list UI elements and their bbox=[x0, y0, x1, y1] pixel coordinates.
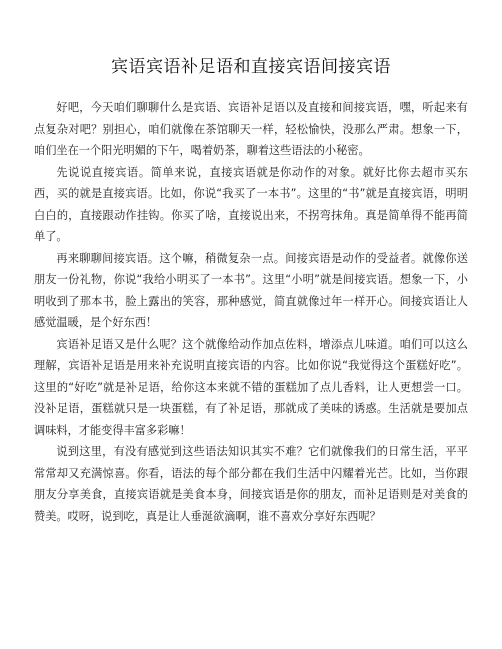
paragraph-indirect-object: 再来聊聊间接宾语。这个嘛，稍微复杂一点。间接宾语是动作的受益者。就像你送朋友一份礼物，你说“我给小明买了一本书”。这里“小明”就是间接宾语。想象一下，小明收到了那本书，脸上露出的笑容，那种感觉，简直就像过年一样开心。间接宾语让人感觉温暖，是个好东西！ bbox=[34, 251, 468, 329]
paragraph-object-complement: 宾语补足语又是什么呢？这个就像给动作加点佐料，增添点儿味道。咱们可以这么理解，宾语补足语是用来补充说明直接宾语的内容。比如你说“我觉得这个蛋糕好吃”。这里的“好吃”就是补足语，给你这本来就不错的蛋糕加了点儿香料，让人更想尝一口。没补足语，蛋糕就只是一块蛋糕，有了补足语，那就成了美味的诱惑。生活就是要加点调味料，才能变得丰富多彩嘛！ bbox=[34, 337, 468, 437]
paragraph-direct-object: 先说说直接宾语。简单来说，直接宾语就是你动作的对象。就好比你去超市买东西，买的就是直接宾语。比如，你说“我买了一本书”。这里的“书”就是直接宾语，明明白白的，直接跟动作挂钩。你买了啥，直接说出来，不拐弯抹角。真是简单得不能再简单了。 bbox=[34, 165, 468, 243]
paragraph-intro: 好吧，今天咱们聊聊什么是宾语、宾语补足语以及直接和间接宾语，嘿，听起来有点复杂对吧？别担心，咱们就像在茶馆聊天一样，轻松愉快，没那么严肃。想象一下，咱们坐在一个阳光明媚的下午，喝着奶茶，聊着这些语法的小秘密。 bbox=[34, 101, 468, 157]
paragraph-conclusion: 说到这里，有没有感觉到这些语法知识其实不难？它们就像我们的日常生活，平平常常却又充满惊喜。你看，语法的每个部分都在我们生活中闪耀着光芒。比如，当你跟朋友分享美食，直接宾语就是美食本身，间接宾语是你的朋友，而补足语则是对美食的赞美。哎呀，说到吃，真是让人垂涎欲滴啊，谁不喜欢分享好东西呢？ bbox=[34, 445, 468, 523]
document-title: 宾语宾语补足语和直接宾语间接宾语 bbox=[111, 57, 391, 77]
